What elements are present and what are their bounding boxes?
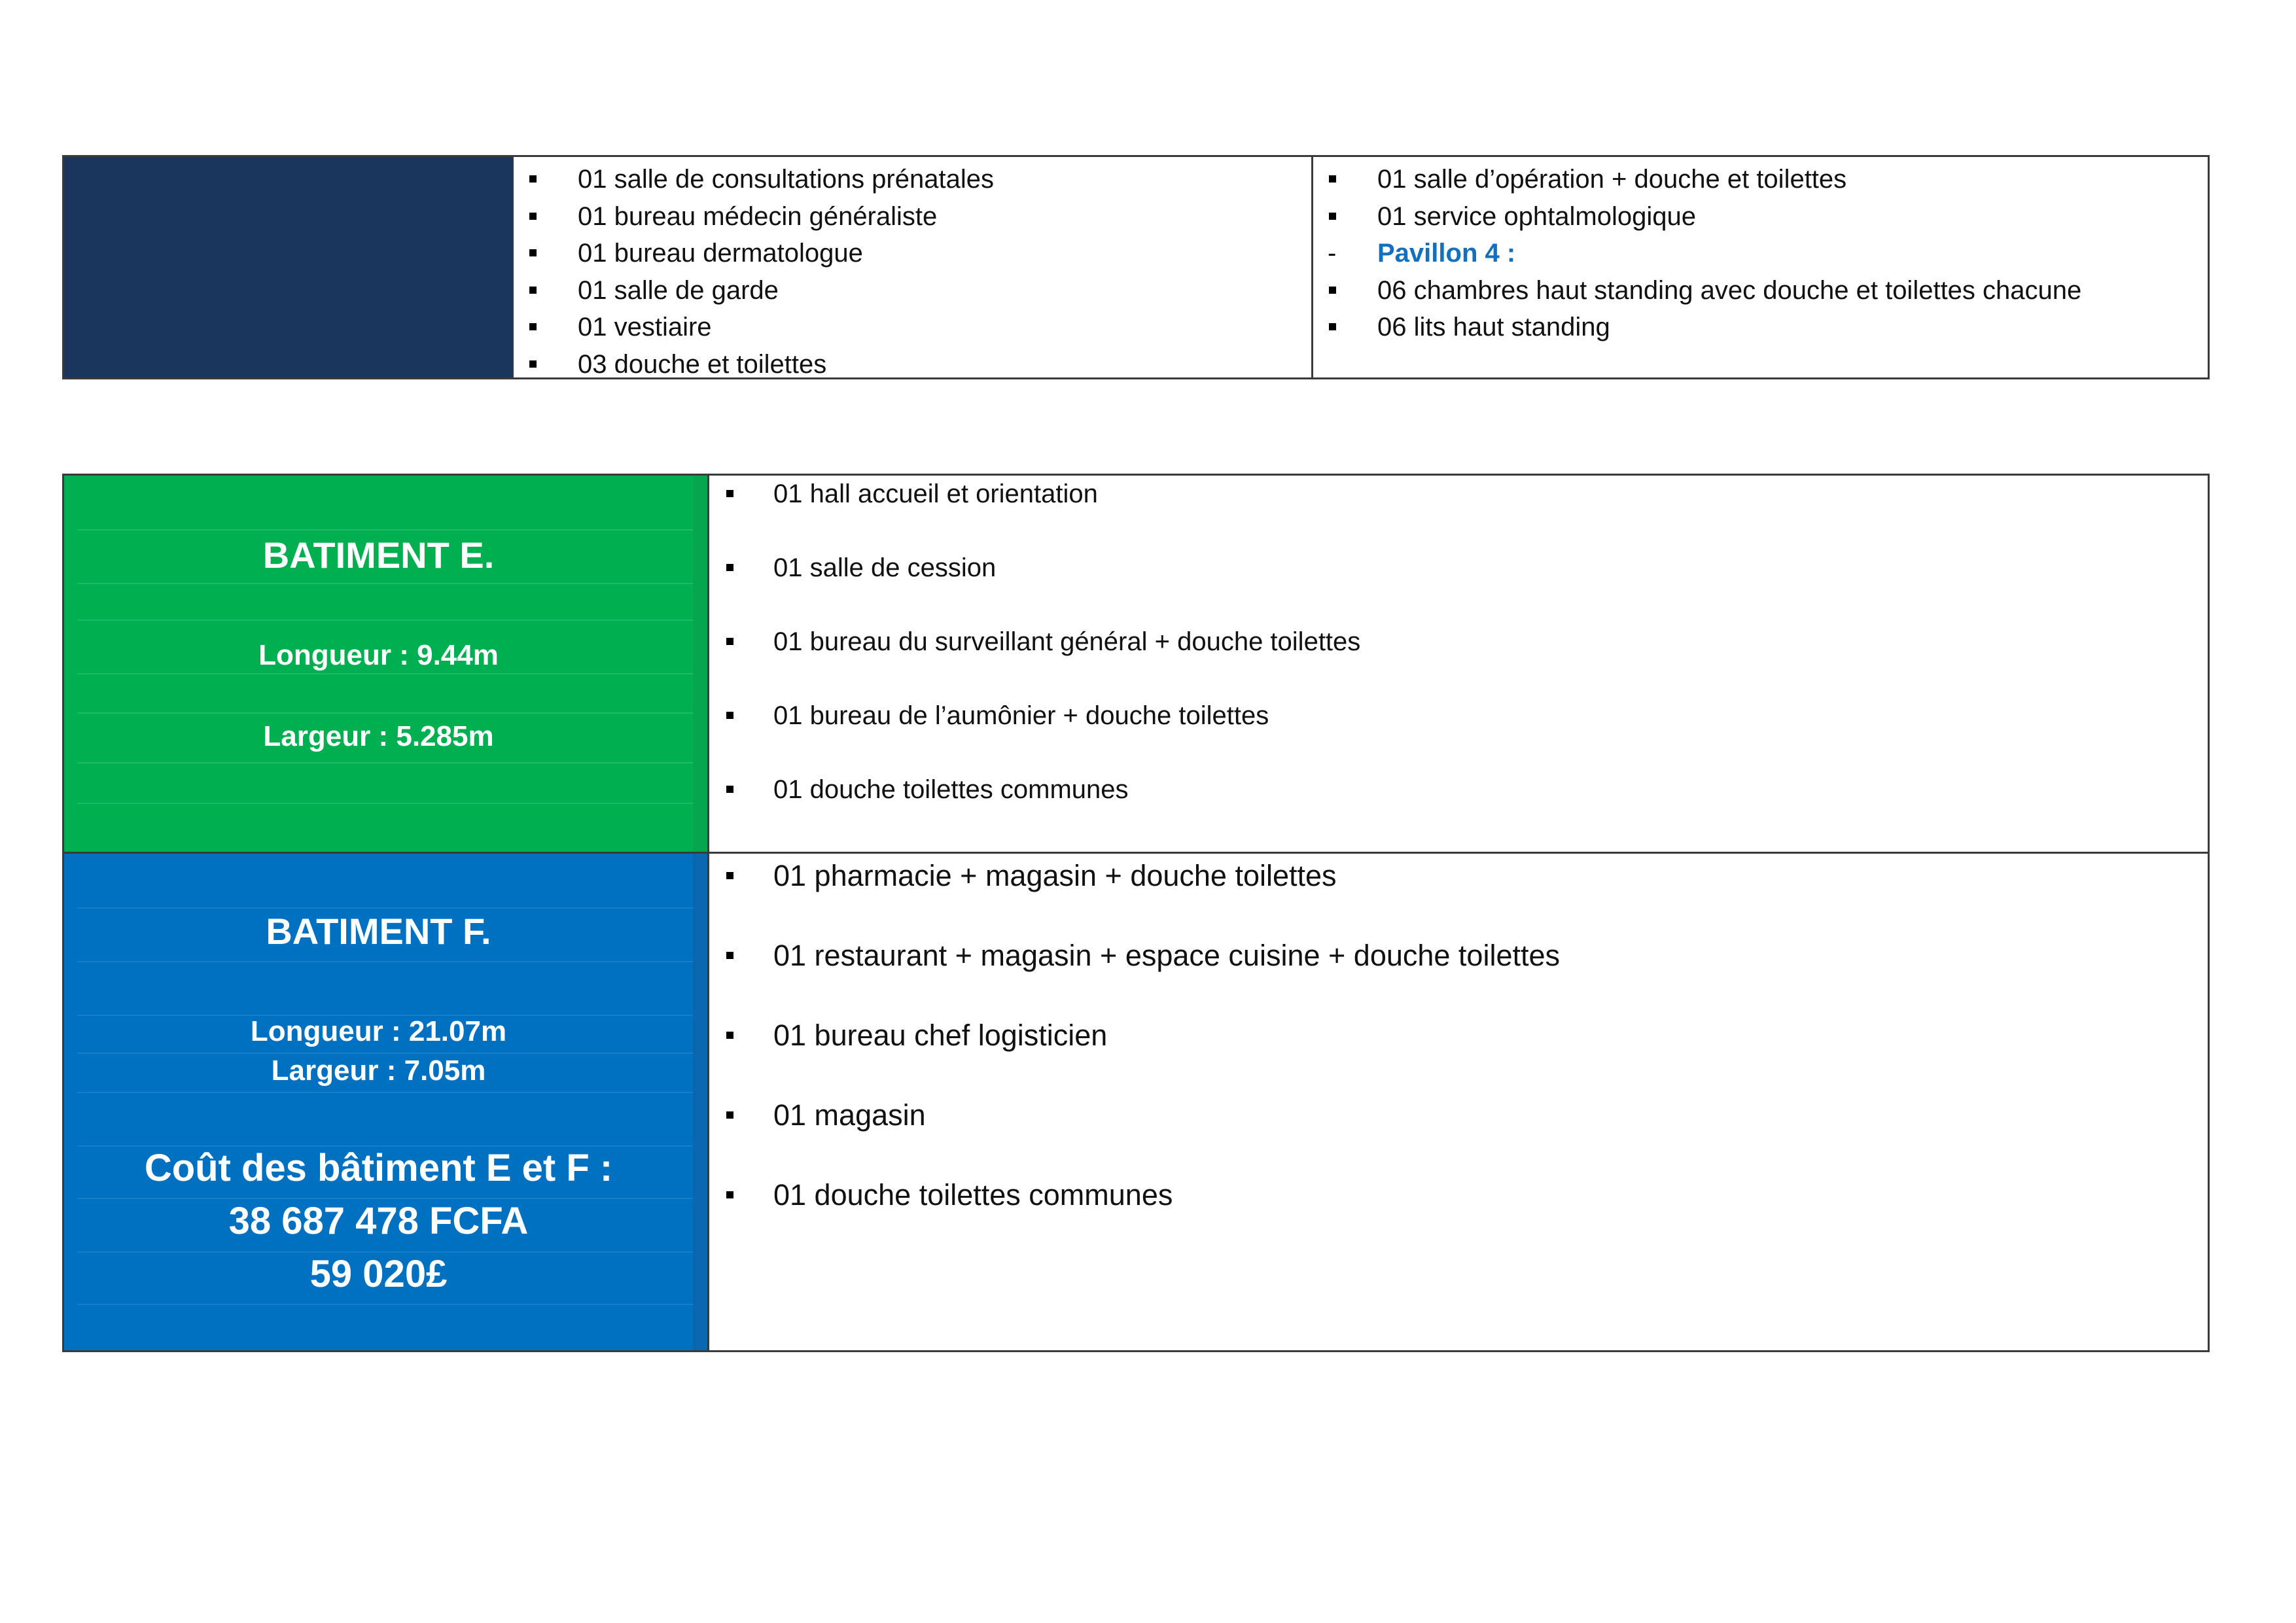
gridline bbox=[77, 907, 694, 909]
list-item: 03 douche et toilettes bbox=[514, 346, 1311, 383]
cost-label: Coût des bâtiment E et F : bbox=[144, 1147, 613, 1189]
list-item: 01 salle de consultations prénatales bbox=[514, 161, 1311, 198]
square-bullet-icon bbox=[529, 360, 537, 368]
square-bullet-icon bbox=[529, 287, 537, 294]
square-bullet-icon bbox=[1329, 175, 1336, 183]
batiment-e-row bbox=[64, 476, 2208, 854]
list-item: 06 chambres haut standing avec douche et toilettes chacune bbox=[1313, 272, 2208, 309]
list-item: 01 bureau chef logisticien bbox=[709, 1016, 2208, 1055]
gridline bbox=[77, 620, 694, 621]
batiment-f-largeur: Largeur : 7.05m bbox=[271, 1055, 486, 1087]
square-bullet-icon bbox=[726, 952, 733, 959]
list-item: 01 service ophtalmologique bbox=[1313, 198, 2208, 236]
list-item: 01 magasin bbox=[709, 1096, 2208, 1135]
square-bullet-icon bbox=[1329, 323, 1336, 330]
list-item: 01 douche toilettes communes bbox=[709, 1176, 2208, 1215]
cost-fcfa: 38 687 478 FCFA bbox=[228, 1200, 529, 1242]
list-item: 01 salle de garde bbox=[514, 272, 1311, 309]
rooms-list-left bbox=[514, 161, 1311, 383]
list-item: 01 bureau de l’aumônier + douche toilettes bbox=[709, 697, 2208, 734]
list-item: 01 douche toilettes communes bbox=[709, 771, 2208, 808]
batiment-f-title: BATIMENT F. bbox=[266, 911, 491, 952]
header-cell-dark bbox=[64, 157, 514, 377]
list-item: 01 pharmacie + magasin + douche toilettes bbox=[709, 856, 2208, 896]
rooms-column-left bbox=[514, 157, 1313, 377]
rooms-list-right bbox=[1313, 161, 2208, 346]
batiment-e-rooms-cell bbox=[709, 476, 2208, 852]
square-bullet-icon bbox=[726, 1191, 733, 1198]
gridline bbox=[77, 1092, 694, 1093]
batiment-e-label-cell bbox=[64, 476, 709, 852]
rooms-column-right bbox=[1313, 157, 2208, 381]
batiment-f-rooms-cell bbox=[709, 854, 2208, 1350]
square-bullet-icon bbox=[726, 490, 733, 497]
batiment-e-largeur: Largeur : 5.285m bbox=[263, 720, 494, 752]
square-bullet-icon bbox=[1329, 287, 1336, 294]
batiment-e-longueur: Longueur : 9.44m bbox=[258, 639, 499, 671]
batiment-f-label-cell bbox=[64, 854, 709, 1350]
batiment-f-row bbox=[64, 854, 2208, 1350]
gridline bbox=[77, 529, 694, 531]
pavillon-heading bbox=[1313, 235, 2208, 272]
square-bullet-icon bbox=[726, 638, 733, 645]
list-item: 01 bureau médecin généraliste bbox=[514, 198, 1311, 236]
square-bullet-icon bbox=[726, 712, 733, 719]
square-bullet-icon bbox=[529, 323, 537, 330]
batiment-f-longueur: Longueur : 21.07m bbox=[250, 1015, 507, 1047]
list-item: 06 lits haut standing bbox=[1313, 309, 2208, 346]
square-bullet-icon bbox=[726, 1032, 733, 1039]
cell-edge-strip bbox=[693, 476, 707, 852]
square-bullet-icon bbox=[1329, 213, 1336, 220]
pavillon-label: Pavillon 4 : bbox=[1377, 239, 1516, 268]
cell-edge-strip bbox=[693, 854, 707, 1350]
list-item: 01 salle d’opération + douche et toilettes bbox=[1313, 161, 2208, 198]
list-item: 01 bureau dermatologue bbox=[514, 235, 1311, 272]
gridline bbox=[77, 673, 694, 674]
gridline bbox=[77, 803, 694, 804]
gridline bbox=[77, 1304, 694, 1305]
cost-gbp: 59 020£ bbox=[309, 1253, 448, 1295]
list-item: 01 bureau du surveillant général + douche toilettes bbox=[709, 623, 2208, 660]
square-bullet-icon bbox=[726, 564, 733, 571]
gridline bbox=[77, 583, 694, 584]
dash-bullet-icon: - bbox=[1328, 239, 1337, 268]
list-item: 01 salle de cession bbox=[709, 550, 2208, 586]
list-item: 01 restaurant + magasin + espace cuisine + douche toilettes bbox=[709, 936, 2208, 975]
buildings-table bbox=[62, 474, 2210, 1352]
gridline bbox=[77, 1053, 694, 1054]
batiment-e-title: BATIMENT E. bbox=[262, 534, 495, 576]
square-bullet-icon bbox=[529, 213, 537, 220]
list-item: 01 vestiaire bbox=[514, 309, 1311, 346]
list-item: 01 hall accueil et orientation bbox=[709, 476, 2208, 512]
square-bullet-icon bbox=[726, 786, 733, 793]
square-bullet-icon bbox=[529, 175, 537, 183]
square-bullet-icon bbox=[726, 1111, 733, 1119]
square-bullet-icon bbox=[529, 249, 537, 256]
gridline bbox=[77, 712, 694, 714]
facilities-table-top bbox=[62, 155, 2210, 379]
square-bullet-icon bbox=[726, 872, 733, 879]
gridline bbox=[77, 762, 694, 763]
gridline bbox=[77, 961, 694, 962]
